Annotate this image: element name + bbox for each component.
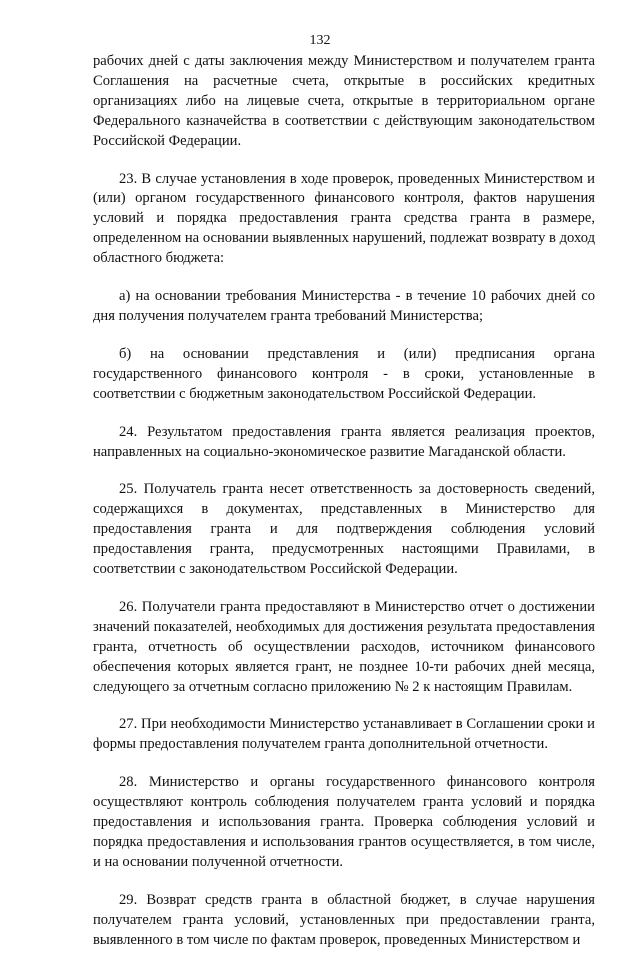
paragraph-continuation: рабочих дней с даты заключения между Министерством и получателем гранта Соглашения на расчетные счета, открытые в российских кредитных организациях либо на лицевые счета, открытые в территориальном органе Федерального казначейства в соответствии с действующим законодательством Российской Федерации.	[93, 53, 595, 149]
paragraph-28: 28. Министерство и органы государственного финансового контроля осуществляют контроль соблюдения получателем гранта условий и порядка предоставления и использования гранта. Проверка соблюдения условий и порядка предоставления и использования грантов осуществляется, в том числе, и на основании полученной отчетности.	[93, 774, 595, 870]
paragraph-23: 23. В случае установления в ходе проверок, проведенных Министерством и (или) органом государственного финансового контроля, фактов нарушения условий и порядка предоставления гранта средства гранта в размере, определенном на основании выявленных нарушений, подлежат возврату в доход областного бюджета:	[93, 170, 595, 267]
paragraph-25: 25. Получатель гранта несет ответственность за достоверность сведений, содержащихся в документах, представленных в Министерство для предоставления гранта и для подтверждения соблюдения условий предоставления гранта, предусмотренных настоящими Правилами, в соответствии с законодательством Российской Федерации.	[93, 481, 595, 578]
page-number: 132	[309, 33, 331, 48]
document-body	[93, 52, 595, 969]
paragraph-23-a: а) на основании требования Министерства - в течение 10 рабочих дней со дня получения получателем гранта требований Министерства;	[93, 288, 595, 324]
paragraph-26: 26. Получатели гранта предоставляют в Министерство отчет о достижении значений показателей, необходимых для достижения результата предоставления гранта, отчетность об осуществлении расходов, источником финансового обеспечения которых является грант, не позднее 10-ти рабочих дней месяца, следующего за отчетным согласно приложению № 2 к настоящим Правилам.	[93, 598, 595, 695]
paragraph-27: 27. При необходимости Министерство устанавливает в Соглашении сроки и формы предоставления получателем гранта дополнительной отчетности.	[93, 716, 595, 753]
paragraph-24: 24. Результатом предоставления гранта является реализация проектов, направленных на социально-экономическое развитие Магаданской области.	[93, 423, 595, 460]
paragraph-23-b: б) на основании представления и (или) предписания органа государственного финансового контроля - в сроки, установленные в соответствии с бюджетным законодательством Российской Федерации.	[93, 345, 595, 402]
paragraph-29: 29. Возврат средств гранта в областной бюджет, в случае нарушения получателем гранта условий, установленных при предоставлении гранта, выявленного в том числе по фактам проверок, проведенных Министерством и	[93, 891, 595, 948]
